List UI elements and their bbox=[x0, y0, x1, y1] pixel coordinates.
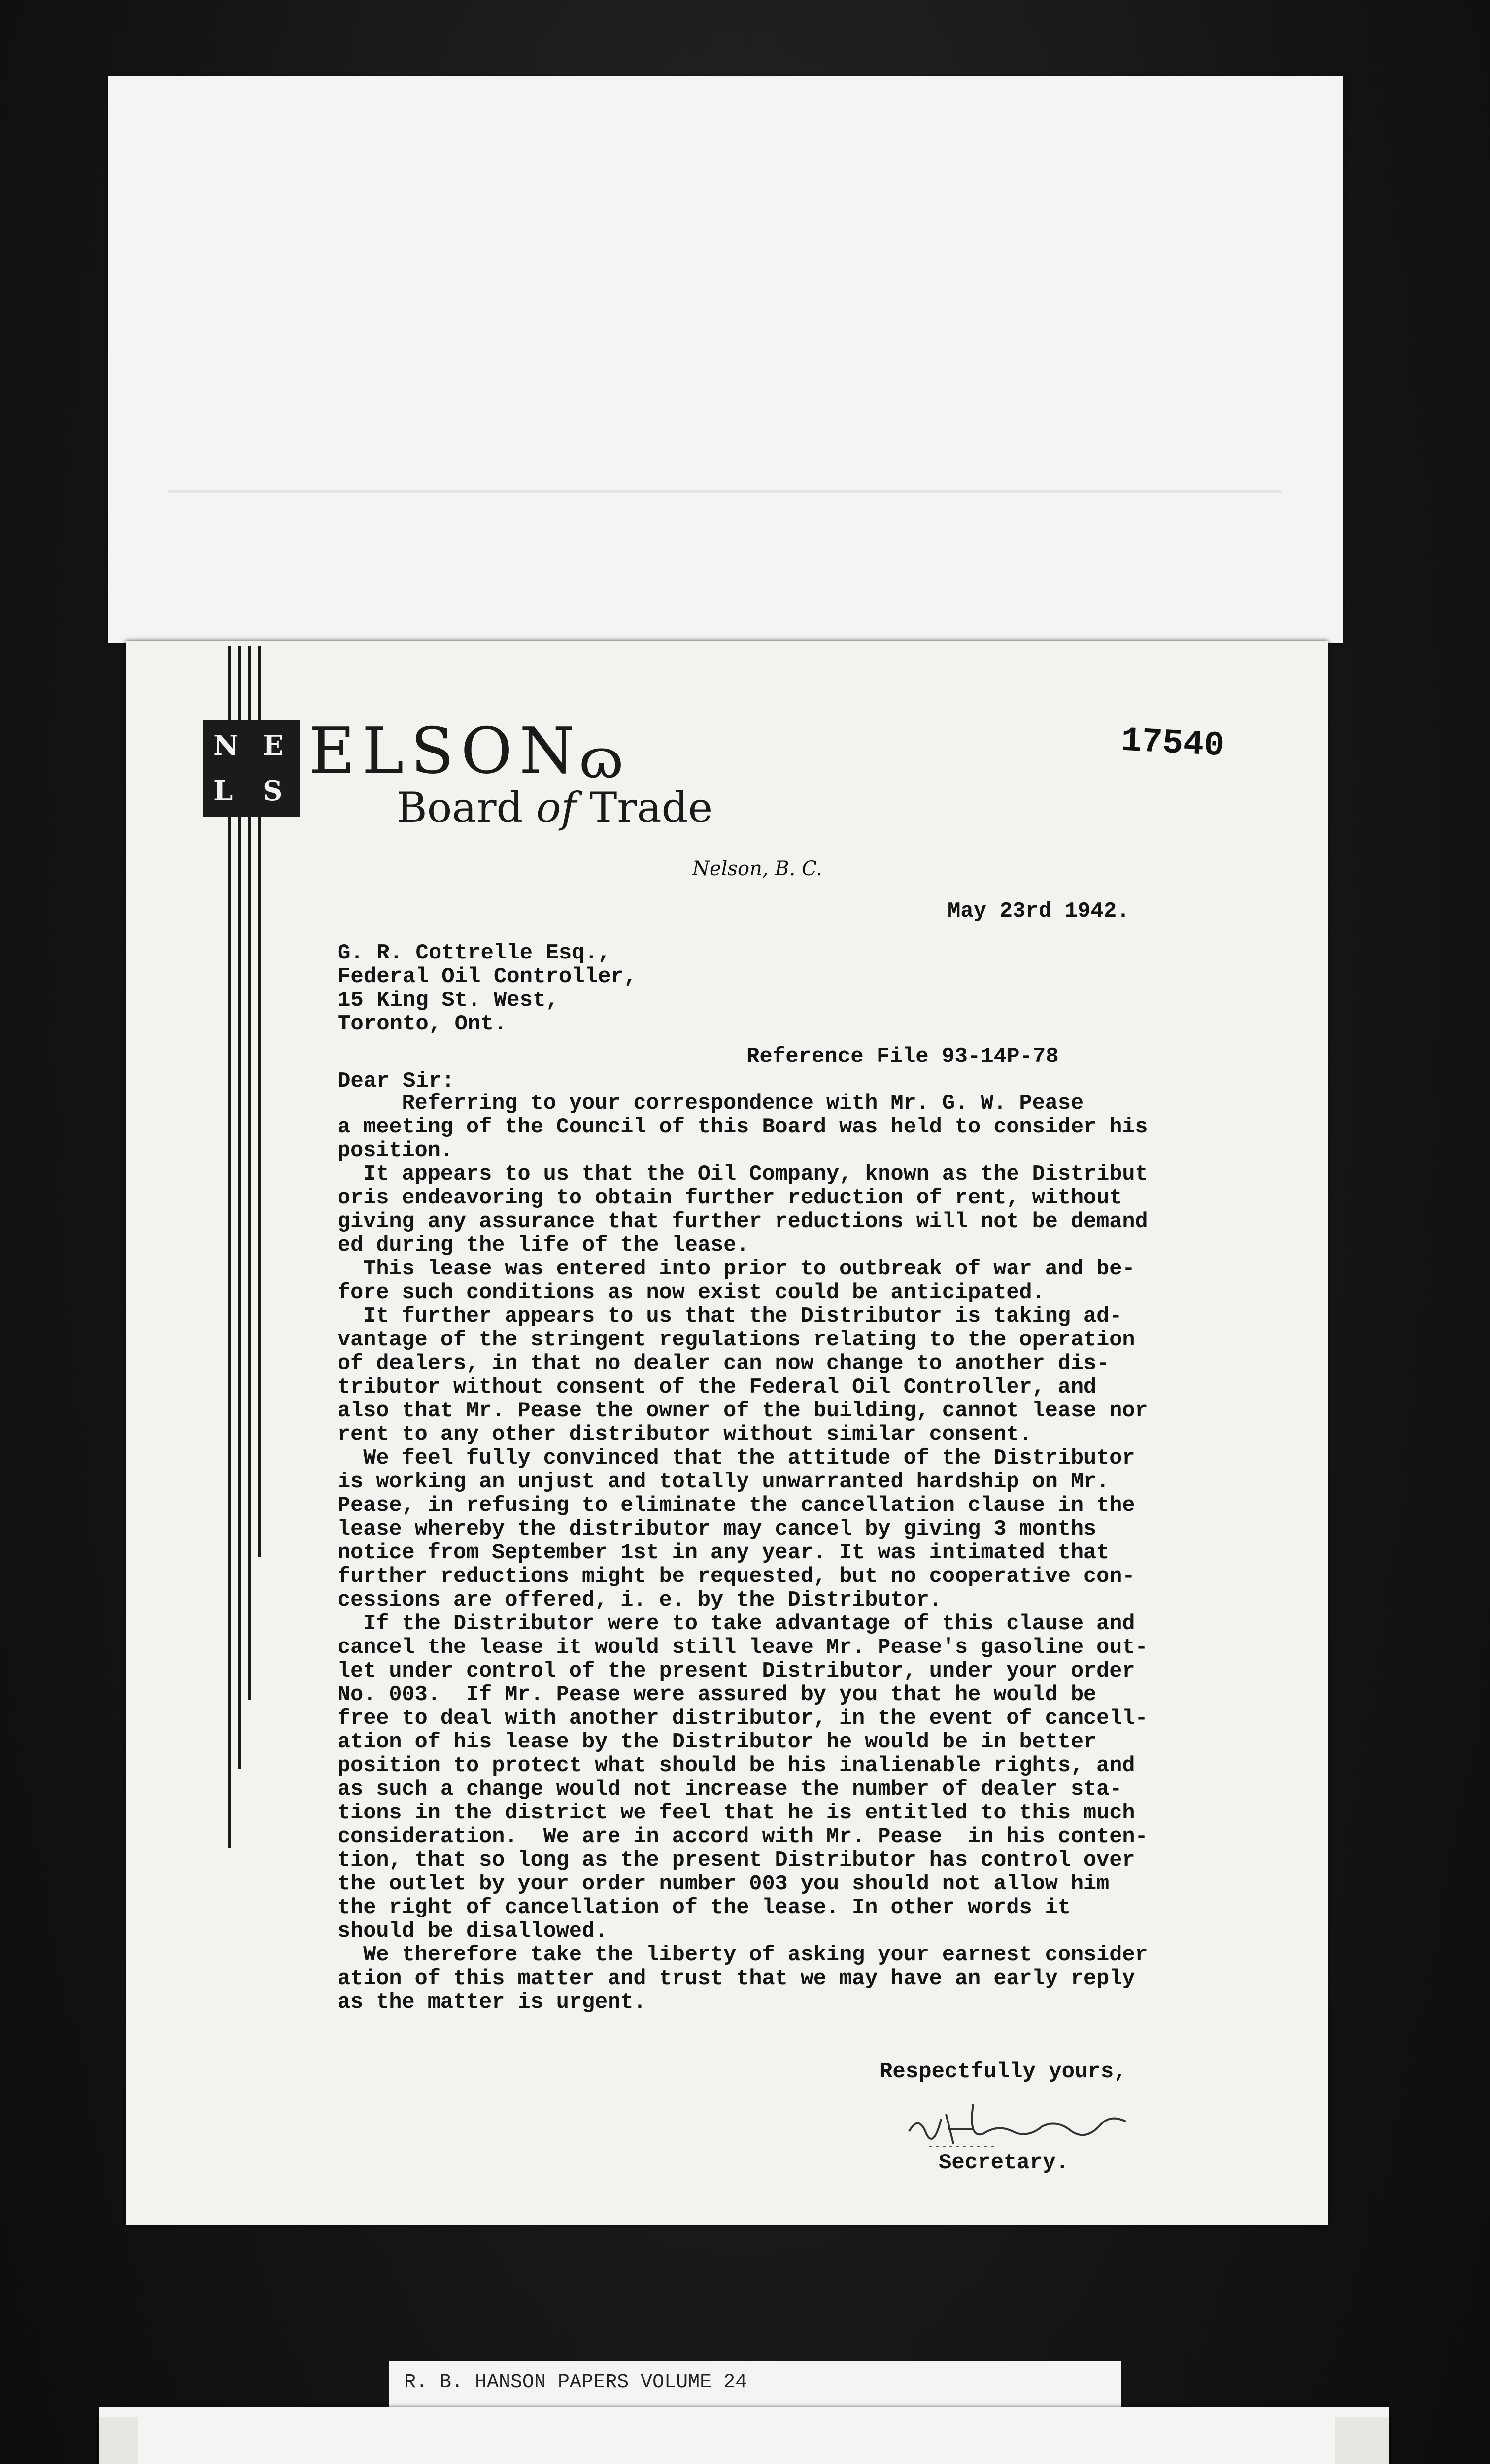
body-line: the outlet by your order number 003 you should not allow him bbox=[338, 1872, 1110, 1896]
subtitle-part: of bbox=[536, 784, 576, 832]
body-line: a meeting of the Council of this Board was held to consider his bbox=[338, 1115, 1148, 1139]
address-line: Toronto, Ont. bbox=[338, 1012, 507, 1036]
address-line: G. R. Cottrelle Esq., bbox=[338, 941, 611, 965]
nelson-logo bbox=[203, 720, 300, 817]
signature-title: Secretary. bbox=[939, 2151, 1069, 2175]
body-line: ed during the life of the lease. bbox=[338, 1233, 749, 1258]
logo-letter: N bbox=[213, 729, 239, 762]
body-line: let under control of the present Distributor, under your order bbox=[338, 1659, 1135, 1683]
letter-sheet bbox=[126, 641, 1328, 2225]
body-line: Pease, in refusing to eliminate the cancellation clause in the bbox=[338, 1494, 1135, 1518]
body-line: It appears to us that the Oil Company, known as the Distribut bbox=[338, 1163, 1148, 1187]
letterhead-place: Nelson, B. C. bbox=[692, 857, 822, 880]
body-line: ation of his lease by the Distributor he would be in better bbox=[338, 1730, 1097, 1754]
body-line: cessions are offered, i. e. by the Distributor. bbox=[338, 1588, 942, 1612]
body-line: oris endeavoring to obtain further reduction of rent, without bbox=[338, 1186, 1122, 1210]
logo-letter: L bbox=[213, 775, 233, 807]
body-line: as such a change would not increase the number of dealer sta- bbox=[338, 1778, 1122, 1802]
letterhead-subtitle bbox=[397, 784, 712, 832]
reference-line: Reference File 93-14P-78 bbox=[746, 1044, 1059, 1069]
recipient-address bbox=[338, 941, 637, 1036]
letter-body bbox=[338, 1092, 1148, 2015]
body-line: vantage of the stringent regulations relating to the operation bbox=[338, 1328, 1135, 1352]
subtitle-part: Board bbox=[397, 784, 537, 832]
salutation: Dear Sir: bbox=[338, 1069, 455, 1094]
body-line: This lease was entered into prior to outbreak of war and be- bbox=[338, 1257, 1135, 1281]
body-line: as the matter is urgent. bbox=[338, 1990, 646, 2015]
address-line: Federal Oil Controller, bbox=[338, 964, 637, 989]
letterhead-flourish: ɷ bbox=[579, 727, 624, 790]
body-line: It further appears to us that the Distributor is taking ad- bbox=[338, 1304, 1122, 1329]
archive-card bbox=[99, 2407, 1389, 2464]
body-line: rent to any other distributor without similar consent. bbox=[338, 1423, 1032, 1447]
body-line: No. 003. If Mr. Pease were assured by you that he would be bbox=[338, 1683, 1097, 1707]
body-line: free to deal with another distributor, in the event of cancell- bbox=[338, 1707, 1148, 1731]
body-line: notice from September 1st in any year. It was intimated that bbox=[338, 1541, 1110, 1565]
body-line: We feel fully convinced that the attitude of the Distributor bbox=[338, 1446, 1135, 1471]
card-edge bbox=[1335, 2417, 1389, 2464]
body-line: If the Distributor were to take advantage of this clause and bbox=[338, 1612, 1135, 1636]
volume-label: R. B. HANSON PAPERS VOLUME 24 bbox=[404, 2371, 747, 2394]
body-line: the right of cancellation of the lease. In other words it bbox=[338, 1896, 1071, 1920]
body-line: fore such conditions as now exist could be anticipated. bbox=[338, 1281, 1045, 1305]
body-line: Referring to your correspondence with Mr. G. W. Pease bbox=[338, 1092, 1084, 1116]
body-line: lease whereby the distributor may cancel by giving 3 months bbox=[338, 1517, 1097, 1541]
body-line: tributor without consent of the Federal Oil Controller, and bbox=[338, 1375, 1097, 1400]
body-line: of dealers, in that no dealer can now change to another dis- bbox=[338, 1352, 1110, 1376]
body-line: We therefore take the liberty of asking your earnest consider bbox=[338, 1943, 1148, 1967]
body-line: should be disallowed. bbox=[338, 1919, 608, 1944]
body-line: also that Mr. Pease the owner of the building, cannot lease nor bbox=[338, 1399, 1148, 1423]
card-edge bbox=[99, 2417, 138, 2464]
body-line: position to protect what should be his inalienable rights, and bbox=[338, 1754, 1135, 1778]
body-line: consideration. We are in accord with Mr. Pease in his conten- bbox=[338, 1825, 1148, 1849]
logo-letter: E bbox=[263, 729, 284, 762]
handwritten-signature bbox=[899, 2085, 1146, 2158]
address-line: 15 King St. West, bbox=[338, 988, 559, 1013]
body-line: ation of this matter and trust that we may have an early reply bbox=[338, 1967, 1135, 1991]
file-number: 17540 bbox=[1120, 721, 1225, 766]
subtitle-part: Trade bbox=[576, 784, 713, 832]
body-line: tions in the district we feel that he is entitled to this much bbox=[338, 1801, 1135, 1825]
body-line: tion, that so long as the present Distributor has control over bbox=[338, 1848, 1135, 1873]
blank-cover-sheet bbox=[108, 76, 1343, 643]
body-line: cancel the lease it would still leave Mr. Pease's gasoline out- bbox=[338, 1636, 1148, 1660]
volume-label-strip bbox=[389, 2361, 1121, 2407]
body-line: position. bbox=[338, 1139, 453, 1163]
body-line: is working an unjust and totally unwarranted hardship on Mr. bbox=[338, 1470, 1110, 1494]
letter-date: May 23rd 1942. bbox=[948, 899, 1130, 924]
body-line: further reductions might be requested, but no cooperative con- bbox=[338, 1565, 1135, 1589]
body-line: giving any assurance that further reductions will not be demand bbox=[338, 1210, 1148, 1234]
letterhead-rule bbox=[228, 646, 231, 1848]
logo-letter: S bbox=[263, 775, 283, 807]
letterhead-name: ELSON bbox=[309, 715, 582, 788]
sheet-fold-line bbox=[168, 490, 1281, 493]
closing: Respectfully yours, bbox=[880, 2059, 1127, 2084]
